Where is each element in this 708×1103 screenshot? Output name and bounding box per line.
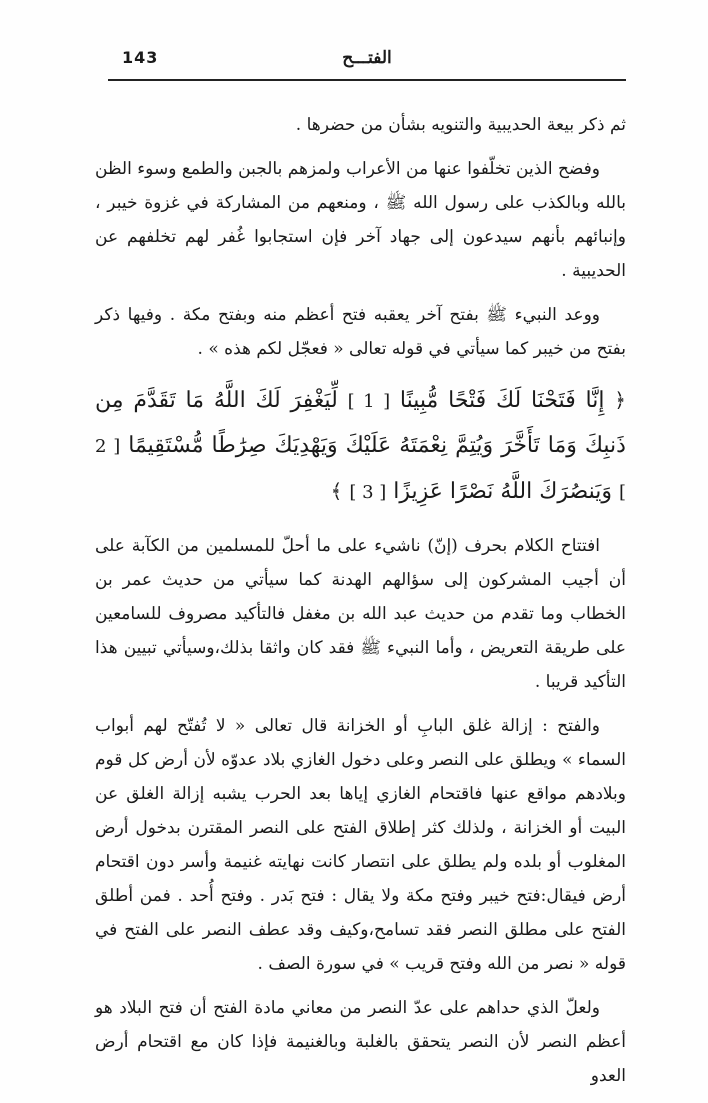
verse-number-2: [ 2 ] (95, 436, 626, 503)
verse-close-ornament: ﴾ (330, 479, 343, 503)
verse-number-1: [ 1 ] (347, 391, 391, 412)
paragraph-bay-ah: ثم ذكر بيعة الحديبية والتنويه بشأن من حضرها . (295, 115, 626, 135)
verse-part-3: وَيَنصُرَكَ اللَّهُ نَصْرًا عَزِيزًا (393, 479, 612, 504)
verse-number-3: [ 3 ] (349, 482, 387, 503)
verse-part-1: إِنَّا فَتَحْنَا لَكَ فَتْحًا مُّبِينًا (399, 388, 605, 413)
running-title: الفتـــح (342, 48, 392, 68)
page-number: 143 (122, 48, 159, 67)
paragraph-fath-definition: والفتح : إزالة غلق البابِ أو الخزانة قال تعالى « لا تُفتّح لهم أبواب السماء » ويطلق على النصر وعلى دخول الغازي بلاد عدوّه لأن أرض كل قوم وبلادهم مواقع عنها فاقتحام الغازي إياها بعد الحرب يشبه إزالة الغلق عن البيت أو الخزانة ، ولذلك كثر إطلاق الفتح على النصر المقترن بدخول أرض المغلوب أو بلده ولم يطلق على انتصار كانت نهايته غنيمة وأسر دون اقتحام أرض فيقال:فتح خيبر وفتح مكة ولا يقال : فتح بَدر . وفتح أُحد . فمن أطلق الفتح على مطلق النصر فقد تسامح،وكيف وقد عطف النصر على الفتح في قوله « نصر من الله وفتح قريب » في سورة الصف . (95, 716, 626, 974)
paragraph-nasr: ولعلّ الذي حداهم على عدّ النصر من معاني مادة الفتح أن فتح البلاد هو أعظم النصر لأن النصر يتحقق بالغلبة وبالغنيمة فإذا كان مع اقتحام أرض العدو (95, 998, 626, 1086)
quran-verse (95, 378, 626, 515)
page-header (108, 44, 626, 78)
paragraph-promise: ووعد النبيء ﷺ بفتح آخر يعقبه فتح أعظم منه وبفتح مكة . وفيها ذكر بفتح من خيبر كما سيأتي في قوله تعالى « فعجّل لكم هذه » . (95, 305, 626, 359)
header-rule (108, 79, 626, 81)
page-body (95, 108, 626, 1103)
paragraph-bedouins: وفضح الذين تخلّفوا عنها من الأعراب ولمزهم بالجبن والطمع وسوء الظن بالله وبالكذب على رسول الله ﷺ ، ومنعهم من المشاركة في غزوة خيبر ، وإنبائهم بأنهم سيدعون إلى جهاد آخر فإن استجابوا غُفر لهم تخلفهم عن الحديبية . (95, 159, 626, 281)
verse-part-2: لِّيَغْفِرَ لَكَ اللَّهُ مَا تَقَدَّمَ مِن ذَنبِكَ وَمَا تَأَخَّرَ وَيُتِمَّ نِعْمَتَهُ عَلَيْكَ وَيَهْدِيَكَ صِرَٰطًا مُّسْتَقِيمًا (95, 388, 626, 458)
paragraph-inna: افتتاح الكلام بحرف (إنّ) ناشيء على ما أحلّ للمسلمين من الكآبة على أن أجيب المشركون إلى سؤالهم الهدنة كما سيأتي من حديث عمر بن الخطاب وما تقدم من حديث عبد الله بن مغفل فالتأكيد مصروف للسامعين على طريقة التعريض ، وأما النبيء ﷺ فقد كان واثقا بذلك،وسيأتي تبيين هذا التأكيد قريبا . (95, 536, 626, 692)
verse-open-ornament: ﴿ (614, 388, 626, 412)
